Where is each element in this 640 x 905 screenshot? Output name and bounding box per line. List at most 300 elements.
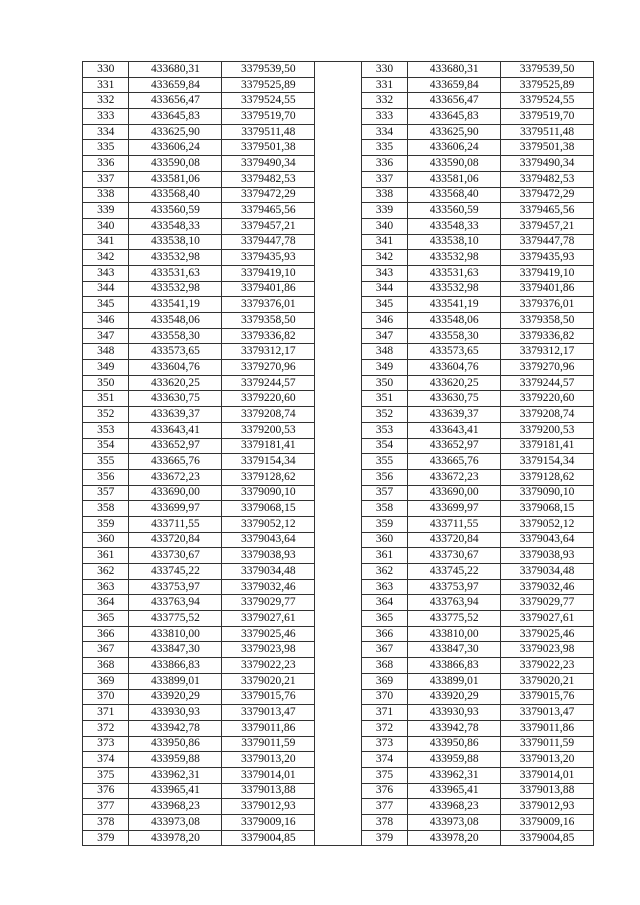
right-point-number-cell: 338 — [361, 187, 407, 203]
right-x-coordinate-cell: 433866,83 — [408, 658, 501, 674]
left-point-number-cell: 352 — [83, 407, 129, 423]
right-point-number-cell: 346 — [361, 313, 407, 329]
left-x-coordinate-cell: 433962,31 — [129, 767, 222, 783]
left-point-number-cell: 342 — [83, 250, 129, 266]
left-y-coordinate-cell: 3379472,29 — [222, 187, 315, 203]
right-point-number-cell: 366 — [361, 626, 407, 642]
right-x-coordinate-cell: 433680,31 — [408, 62, 501, 78]
right-x-coordinate-cell: 433720,84 — [408, 532, 501, 548]
left-x-coordinate-cell: 433532,98 — [129, 250, 222, 266]
spacer-cell — [315, 344, 361, 360]
left-y-coordinate-cell: 3379014,01 — [222, 767, 315, 783]
right-x-coordinate-cell: 433532,98 — [408, 250, 501, 266]
spacer-cell — [315, 736, 361, 752]
left-point-number-cell: 371 — [83, 705, 129, 721]
right-y-coordinate-cell: 3379457,21 — [501, 218, 594, 234]
left-x-coordinate-cell: 433630,75 — [129, 391, 222, 407]
spacer-cell — [315, 250, 361, 266]
left-point-number-cell: 365 — [83, 611, 129, 627]
spacer-cell — [315, 501, 361, 517]
left-y-coordinate-cell: 3379090,10 — [222, 485, 315, 501]
right-point-number-cell: 377 — [361, 799, 407, 815]
right-point-number-cell: 369 — [361, 673, 407, 689]
left-point-number-cell: 334 — [83, 124, 129, 140]
left-y-coordinate-cell: 3379013,88 — [222, 783, 315, 799]
left-point-number-cell: 350 — [83, 375, 129, 391]
right-y-coordinate-cell: 3379012,93 — [501, 799, 594, 815]
spacer-cell — [315, 595, 361, 611]
right-x-coordinate-cell: 433625,90 — [408, 124, 501, 140]
right-y-coordinate-cell: 3379472,29 — [501, 187, 594, 203]
spacer-cell — [315, 516, 361, 532]
table-row — [83, 485, 594, 501]
spacer-cell — [315, 109, 361, 125]
right-point-number-cell: 353 — [361, 422, 407, 438]
right-y-coordinate-cell: 3379013,47 — [501, 705, 594, 721]
table-row — [83, 673, 594, 689]
left-y-coordinate-cell: 3379435,93 — [222, 250, 315, 266]
spacer-cell — [315, 422, 361, 438]
left-x-coordinate-cell: 433645,83 — [129, 109, 222, 125]
table-row — [83, 62, 594, 78]
spacer-cell — [315, 360, 361, 376]
table-row — [83, 124, 594, 140]
right-point-number-cell: 348 — [361, 344, 407, 360]
spacer-cell — [315, 407, 361, 423]
right-point-number-cell: 341 — [361, 234, 407, 250]
right-point-number-cell: 368 — [361, 658, 407, 674]
left-point-number-cell: 374 — [83, 752, 129, 768]
spacer-cell — [315, 830, 361, 846]
right-y-coordinate-cell: 3379013,88 — [501, 783, 594, 799]
right-point-number-cell: 362 — [361, 564, 407, 580]
left-x-coordinate-cell: 433639,37 — [129, 407, 222, 423]
left-y-coordinate-cell: 3379525,89 — [222, 77, 315, 93]
spacer-cell — [315, 77, 361, 93]
right-y-coordinate-cell: 3379128,62 — [501, 469, 594, 485]
table-row — [83, 548, 594, 564]
table-row — [83, 611, 594, 627]
table-row — [83, 156, 594, 172]
left-x-coordinate-cell: 433753,97 — [129, 579, 222, 595]
spacer-cell — [315, 313, 361, 329]
right-y-coordinate-cell: 3379336,82 — [501, 328, 594, 344]
right-y-coordinate-cell: 3379435,93 — [501, 250, 594, 266]
left-y-coordinate-cell: 3379034,48 — [222, 564, 315, 580]
table-row — [83, 375, 594, 391]
left-y-coordinate-cell: 3379539,50 — [222, 62, 315, 78]
table-row — [83, 109, 594, 125]
spacer-cell — [315, 234, 361, 250]
left-point-number-cell: 355 — [83, 454, 129, 470]
spacer-cell — [315, 532, 361, 548]
right-y-coordinate-cell: 3379220,60 — [501, 391, 594, 407]
right-y-coordinate-cell: 3379020,21 — [501, 673, 594, 689]
left-x-coordinate-cell: 433532,98 — [129, 281, 222, 297]
table-row — [83, 187, 594, 203]
left-y-coordinate-cell: 3379012,93 — [222, 799, 315, 815]
left-x-coordinate-cell: 433581,06 — [129, 171, 222, 187]
left-point-number-cell: 373 — [83, 736, 129, 752]
left-y-coordinate-cell: 3379068,15 — [222, 501, 315, 517]
left-y-coordinate-cell: 3379376,01 — [222, 297, 315, 313]
left-x-coordinate-cell: 433763,94 — [129, 595, 222, 611]
left-y-coordinate-cell: 3379004,85 — [222, 830, 315, 846]
left-y-coordinate-cell: 3379011,86 — [222, 720, 315, 736]
table-row — [83, 140, 594, 156]
right-point-number-cell: 375 — [361, 767, 407, 783]
table-row — [83, 328, 594, 344]
left-point-number-cell: 368 — [83, 658, 129, 674]
right-y-coordinate-cell: 3379025,46 — [501, 626, 594, 642]
right-point-number-cell: 345 — [361, 297, 407, 313]
left-point-number-cell: 331 — [83, 77, 129, 93]
left-y-coordinate-cell: 3379457,21 — [222, 218, 315, 234]
left-y-coordinate-cell: 3379490,34 — [222, 156, 315, 172]
left-y-coordinate-cell: 3379013,47 — [222, 705, 315, 721]
left-y-coordinate-cell: 3379022,23 — [222, 658, 315, 674]
right-point-number-cell: 370 — [361, 689, 407, 705]
right-point-number-cell: 371 — [361, 705, 407, 721]
right-x-coordinate-cell: 433606,24 — [408, 140, 501, 156]
right-x-coordinate-cell: 433810,00 — [408, 626, 501, 642]
left-point-number-cell: 353 — [83, 422, 129, 438]
table-row — [83, 642, 594, 658]
table-row — [83, 297, 594, 313]
right-point-number-cell: 342 — [361, 250, 407, 266]
right-y-coordinate-cell: 3379524,55 — [501, 93, 594, 109]
left-x-coordinate-cell: 433899,01 — [129, 673, 222, 689]
spacer-cell — [315, 281, 361, 297]
right-point-number-cell: 373 — [361, 736, 407, 752]
right-x-coordinate-cell: 433699,97 — [408, 501, 501, 517]
left-point-number-cell: 333 — [83, 109, 129, 125]
left-x-coordinate-cell: 433680,31 — [129, 62, 222, 78]
left-y-coordinate-cell: 3379025,46 — [222, 626, 315, 642]
right-point-number-cell: 343 — [361, 265, 407, 281]
spacer-cell — [315, 485, 361, 501]
left-y-coordinate-cell: 3379128,62 — [222, 469, 315, 485]
left-y-coordinate-cell: 3379052,12 — [222, 516, 315, 532]
left-x-coordinate-cell: 433930,93 — [129, 705, 222, 721]
left-x-coordinate-cell: 433659,84 — [129, 77, 222, 93]
left-point-number-cell: 346 — [83, 313, 129, 329]
left-x-coordinate-cell: 433730,67 — [129, 548, 222, 564]
right-y-coordinate-cell: 3379419,10 — [501, 265, 594, 281]
right-y-coordinate-cell: 3379358,50 — [501, 313, 594, 329]
left-y-coordinate-cell: 3379032,46 — [222, 579, 315, 595]
left-point-number-cell: 369 — [83, 673, 129, 689]
right-point-number-cell: 330 — [361, 62, 407, 78]
left-point-number-cell: 377 — [83, 799, 129, 815]
spacer-cell — [315, 658, 361, 674]
spacer-cell — [315, 454, 361, 470]
right-x-coordinate-cell: 433652,97 — [408, 438, 501, 454]
right-y-coordinate-cell: 3379052,12 — [501, 516, 594, 532]
right-y-coordinate-cell: 3379519,70 — [501, 109, 594, 125]
table-row — [83, 564, 594, 580]
spacer-cell — [315, 720, 361, 736]
right-y-coordinate-cell: 3379154,34 — [501, 454, 594, 470]
right-point-number-cell: 351 — [361, 391, 407, 407]
right-point-number-cell: 379 — [361, 830, 407, 846]
table-row — [83, 265, 594, 281]
left-point-number-cell: 375 — [83, 767, 129, 783]
table-row — [83, 203, 594, 219]
right-x-coordinate-cell: 433978,20 — [408, 830, 501, 846]
table-row — [83, 815, 594, 831]
table-row — [83, 171, 594, 187]
left-x-coordinate-cell: 433690,00 — [129, 485, 222, 501]
spacer-cell — [315, 375, 361, 391]
right-x-coordinate-cell: 433730,67 — [408, 548, 501, 564]
left-y-coordinate-cell: 3379465,56 — [222, 203, 315, 219]
right-y-coordinate-cell: 3379401,86 — [501, 281, 594, 297]
right-y-coordinate-cell: 3379525,89 — [501, 77, 594, 93]
right-y-coordinate-cell: 3379208,74 — [501, 407, 594, 423]
spacer-cell — [315, 815, 361, 831]
spacer-cell — [315, 391, 361, 407]
left-x-coordinate-cell: 433606,24 — [129, 140, 222, 156]
right-x-coordinate-cell: 433775,52 — [408, 611, 501, 627]
left-x-coordinate-cell: 433942,78 — [129, 720, 222, 736]
right-point-number-cell: 336 — [361, 156, 407, 172]
left-point-number-cell: 349 — [83, 360, 129, 376]
left-x-coordinate-cell: 433590,08 — [129, 156, 222, 172]
left-y-coordinate-cell: 3379336,82 — [222, 328, 315, 344]
right-y-coordinate-cell: 3379490,34 — [501, 156, 594, 172]
spacer-cell — [315, 265, 361, 281]
left-point-number-cell: 337 — [83, 171, 129, 187]
right-point-number-cell: 356 — [361, 469, 407, 485]
left-y-coordinate-cell: 3379015,76 — [222, 689, 315, 705]
right-y-coordinate-cell: 3379090,10 — [501, 485, 594, 501]
right-y-coordinate-cell: 3379376,01 — [501, 297, 594, 313]
right-y-coordinate-cell: 3379023,98 — [501, 642, 594, 658]
left-x-coordinate-cell: 433643,41 — [129, 422, 222, 438]
left-point-number-cell: 345 — [83, 297, 129, 313]
left-y-coordinate-cell: 3379401,86 — [222, 281, 315, 297]
left-x-coordinate-cell: 433560,59 — [129, 203, 222, 219]
right-point-number-cell: 337 — [361, 171, 407, 187]
spacer-cell — [315, 438, 361, 454]
right-point-number-cell: 357 — [361, 485, 407, 501]
left-x-coordinate-cell: 433568,40 — [129, 187, 222, 203]
right-x-coordinate-cell: 433541,19 — [408, 297, 501, 313]
left-x-coordinate-cell: 433538,10 — [129, 234, 222, 250]
spacer-cell — [315, 203, 361, 219]
right-y-coordinate-cell: 3379029,77 — [501, 595, 594, 611]
left-y-coordinate-cell: 3379270,96 — [222, 360, 315, 376]
right-x-coordinate-cell: 433643,41 — [408, 422, 501, 438]
left-point-number-cell: 370 — [83, 689, 129, 705]
left-y-coordinate-cell: 3379154,34 — [222, 454, 315, 470]
right-point-number-cell: 352 — [361, 407, 407, 423]
table-row — [83, 767, 594, 783]
left-x-coordinate-cell: 433968,23 — [129, 799, 222, 815]
table-row — [83, 360, 594, 376]
right-point-number-cell: 339 — [361, 203, 407, 219]
right-x-coordinate-cell: 433973,08 — [408, 815, 501, 831]
right-point-number-cell: 354 — [361, 438, 407, 454]
spacer-cell — [315, 689, 361, 705]
left-y-coordinate-cell: 3379043,64 — [222, 532, 315, 548]
left-y-coordinate-cell: 3379501,38 — [222, 140, 315, 156]
left-x-coordinate-cell: 433625,90 — [129, 124, 222, 140]
left-x-coordinate-cell: 433866,83 — [129, 658, 222, 674]
left-x-coordinate-cell: 433711,55 — [129, 516, 222, 532]
right-y-coordinate-cell: 3379465,56 — [501, 203, 594, 219]
table-row — [83, 689, 594, 705]
left-y-coordinate-cell: 3379220,60 — [222, 391, 315, 407]
right-point-number-cell: 355 — [361, 454, 407, 470]
left-y-coordinate-cell: 3379013,20 — [222, 752, 315, 768]
right-point-number-cell: 358 — [361, 501, 407, 517]
left-x-coordinate-cell: 433665,76 — [129, 454, 222, 470]
table-row — [83, 579, 594, 595]
right-point-number-cell: 350 — [361, 375, 407, 391]
right-y-coordinate-cell: 3379038,93 — [501, 548, 594, 564]
spacer-cell — [315, 673, 361, 689]
right-point-number-cell: 376 — [361, 783, 407, 799]
left-y-coordinate-cell: 3379447,78 — [222, 234, 315, 250]
table-row — [83, 752, 594, 768]
right-x-coordinate-cell: 433745,22 — [408, 564, 501, 580]
right-y-coordinate-cell: 3379015,76 — [501, 689, 594, 705]
table-row — [83, 501, 594, 517]
right-point-number-cell: 374 — [361, 752, 407, 768]
left-point-number-cell: 332 — [83, 93, 129, 109]
left-y-coordinate-cell: 3379244,57 — [222, 375, 315, 391]
left-y-coordinate-cell: 3379482,53 — [222, 171, 315, 187]
right-y-coordinate-cell: 3379501,38 — [501, 140, 594, 156]
right-y-coordinate-cell: 3379009,16 — [501, 815, 594, 831]
spacer-cell — [315, 156, 361, 172]
table-row — [83, 93, 594, 109]
table-row — [83, 595, 594, 611]
right-x-coordinate-cell: 433659,84 — [408, 77, 501, 93]
right-x-coordinate-cell: 433942,78 — [408, 720, 501, 736]
right-point-number-cell: 335 — [361, 140, 407, 156]
left-point-number-cell: 356 — [83, 469, 129, 485]
right-y-coordinate-cell: 3379447,78 — [501, 234, 594, 250]
left-x-coordinate-cell: 433959,88 — [129, 752, 222, 768]
left-x-coordinate-cell: 433775,52 — [129, 611, 222, 627]
left-y-coordinate-cell: 3379020,21 — [222, 673, 315, 689]
right-y-coordinate-cell: 3379013,20 — [501, 752, 594, 768]
right-point-number-cell: 378 — [361, 815, 407, 831]
table-row — [83, 516, 594, 532]
right-x-coordinate-cell: 433620,25 — [408, 375, 501, 391]
table-row — [83, 705, 594, 721]
right-x-coordinate-cell: 433532,98 — [408, 281, 501, 297]
left-y-coordinate-cell: 3379208,74 — [222, 407, 315, 423]
table-row — [83, 77, 594, 93]
right-y-coordinate-cell: 3379244,57 — [501, 375, 594, 391]
left-y-coordinate-cell: 3379419,10 — [222, 265, 315, 281]
right-point-number-cell: 359 — [361, 516, 407, 532]
left-y-coordinate-cell: 3379009,16 — [222, 815, 315, 831]
right-x-coordinate-cell: 433920,29 — [408, 689, 501, 705]
left-point-number-cell: 343 — [83, 265, 129, 281]
left-x-coordinate-cell: 433620,25 — [129, 375, 222, 391]
spacer-cell — [315, 783, 361, 799]
spacer-cell — [315, 705, 361, 721]
left-y-coordinate-cell: 3379181,41 — [222, 438, 315, 454]
left-point-number-cell: 364 — [83, 595, 129, 611]
left-point-number-cell: 358 — [83, 501, 129, 517]
right-x-coordinate-cell: 433847,30 — [408, 642, 501, 658]
right-point-number-cell: 333 — [361, 109, 407, 125]
spacer-cell — [315, 611, 361, 627]
right-y-coordinate-cell: 3379011,86 — [501, 720, 594, 736]
right-x-coordinate-cell: 433538,10 — [408, 234, 501, 250]
left-y-coordinate-cell: 3379524,55 — [222, 93, 315, 109]
table-row — [83, 626, 594, 642]
right-x-coordinate-cell: 433959,88 — [408, 752, 501, 768]
right-x-coordinate-cell: 433560,59 — [408, 203, 501, 219]
table-row — [83, 234, 594, 250]
left-point-number-cell: 357 — [83, 485, 129, 501]
left-x-coordinate-cell: 433978,20 — [129, 830, 222, 846]
left-x-coordinate-cell: 433558,30 — [129, 328, 222, 344]
coordinates-table-body — [83, 62, 594, 846]
right-y-coordinate-cell: 3379027,61 — [501, 611, 594, 627]
right-point-number-cell: 364 — [361, 595, 407, 611]
left-point-number-cell: 359 — [83, 516, 129, 532]
right-x-coordinate-cell: 433690,00 — [408, 485, 501, 501]
spacer-cell — [315, 752, 361, 768]
left-y-coordinate-cell: 3379011,59 — [222, 736, 315, 752]
right-x-coordinate-cell: 433665,76 — [408, 454, 501, 470]
table-row — [83, 391, 594, 407]
left-point-number-cell: 336 — [83, 156, 129, 172]
table-row — [83, 658, 594, 674]
right-x-coordinate-cell: 433930,93 — [408, 705, 501, 721]
right-x-coordinate-cell: 433950,86 — [408, 736, 501, 752]
left-point-number-cell: 362 — [83, 564, 129, 580]
left-x-coordinate-cell: 433810,00 — [129, 626, 222, 642]
right-y-coordinate-cell: 3379004,85 — [501, 830, 594, 846]
right-y-coordinate-cell: 3379043,64 — [501, 532, 594, 548]
right-x-coordinate-cell: 433672,23 — [408, 469, 501, 485]
left-x-coordinate-cell: 433656,47 — [129, 93, 222, 109]
left-x-coordinate-cell: 433548,33 — [129, 218, 222, 234]
right-y-coordinate-cell: 3379511,48 — [501, 124, 594, 140]
right-y-coordinate-cell: 3379022,23 — [501, 658, 594, 674]
right-point-number-cell: 367 — [361, 642, 407, 658]
coordinates-table — [82, 61, 594, 846]
right-point-number-cell: 332 — [361, 93, 407, 109]
left-point-number-cell: 335 — [83, 140, 129, 156]
right-x-coordinate-cell: 433899,01 — [408, 673, 501, 689]
right-x-coordinate-cell: 433531,63 — [408, 265, 501, 281]
left-point-number-cell: 354 — [83, 438, 129, 454]
left-point-number-cell: 347 — [83, 328, 129, 344]
left-y-coordinate-cell: 3379519,70 — [222, 109, 315, 125]
left-x-coordinate-cell: 433699,97 — [129, 501, 222, 517]
spacer-cell — [315, 187, 361, 203]
table-row — [83, 783, 594, 799]
left-y-coordinate-cell: 3379027,61 — [222, 611, 315, 627]
left-point-number-cell: 366 — [83, 626, 129, 642]
table-row — [83, 407, 594, 423]
left-x-coordinate-cell: 433720,84 — [129, 532, 222, 548]
left-point-number-cell: 367 — [83, 642, 129, 658]
spacer-cell — [315, 62, 361, 78]
left-point-number-cell: 376 — [83, 783, 129, 799]
left-x-coordinate-cell: 433573,65 — [129, 344, 222, 360]
